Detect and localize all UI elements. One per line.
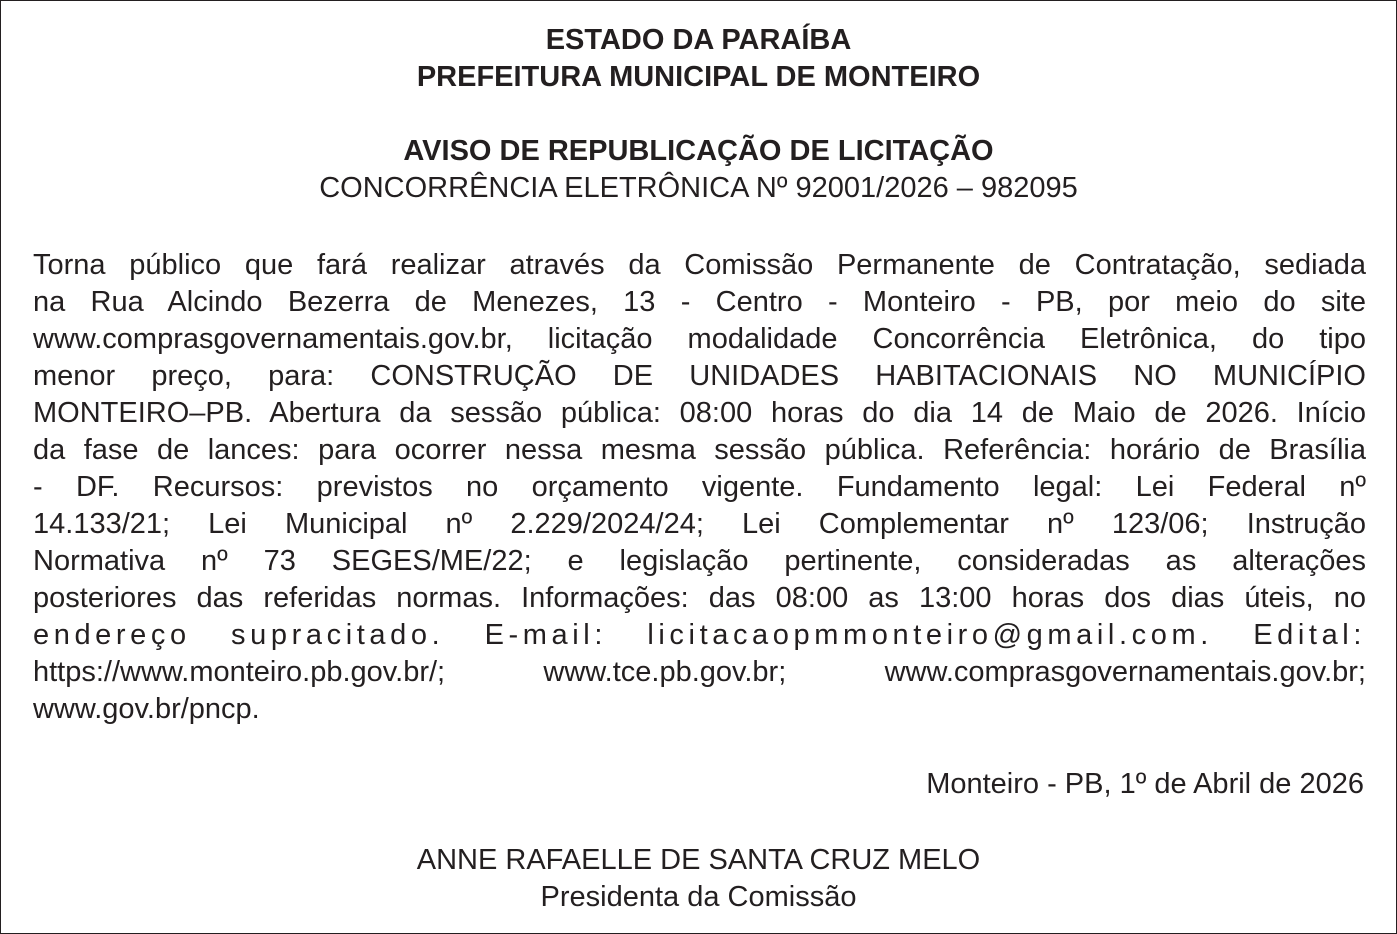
municipality-name: PREFEITURA MUNICIPAL DE MONTEIRO (416, 61, 981, 93)
date-line: Monteiro - PB, 1º de Abril de 2026 (926, 768, 1364, 800)
body-line-last: www.gov.br/pncp. (33, 693, 260, 725)
notice-subtitle: CONCORRÊNCIA ELETRÔNICA Nº 92001/2026 – 982095 (319, 172, 1078, 204)
signatory-name: ANNE RAFAELLE DE SANTA CRUZ MELO (416, 844, 981, 876)
body-line: na Rua Alcindo Bezerra de Menezes, 13 - Centro - Monteiro - PB, por meio do site (33, 286, 1366, 318)
body-line: Torna público que fará realizar através da Comissão Permanente de Contratação, sediada (33, 249, 1366, 281)
body-line: menor preço, para: CONSTRUÇÃO DE UNIDADES HABITACIONAIS NO MUNICÍPIO (33, 360, 1366, 392)
body-line: 14.133/21; Lei Municipal nº 2.229/2024/24; Lei Complementar nº 123/06; Instrução (33, 508, 1366, 540)
notice-title-block (1, 133, 1396, 207)
body-line-links: https://www.monteiro.pb.gov.br/; www.tce.pb.gov.br; www.comprasgovernamentais.gov.br; (33, 656, 1366, 688)
body-line: MONTEIRO–PB. Abertura da sessão pública: 08:00 horas do dia 14 de Maio de 2026. Início (33, 397, 1366, 429)
body-line: - DF. Recursos: previstos no orçamento vigente. Fundamento legal: Lei Federal nº (33, 471, 1366, 503)
body-line: posteriores das referidas normas. Informações: das 08:00 as 13:00 horas dos dias úteis, no (33, 582, 1366, 614)
body-line-email: endereço supracitado. E-mail: licitacaopmmonteiro@gmail.com. Edital: (33, 619, 1366, 651)
signature-block (1, 842, 1396, 916)
state-name: ESTADO DA PARAÍBA (545, 24, 852, 56)
body-line: www.comprasgovernamentais.gov.br, licitação modalidade Concorrência Eletrônica, do tipo (33, 323, 1366, 355)
notice-title: AVISO DE REPUBLICAÇÃO DE LICITAÇÃO (403, 135, 994, 167)
issuer-header (1, 22, 1396, 96)
body-line: Normativa nº 73 SEGES/ME/22; e legislação pertinente, consideradas as alterações (33, 545, 1366, 577)
body-line: da fase de lances: para ocorrer nessa mesma sessão pública. Referência: horário de Brasília (33, 434, 1366, 466)
notice-body (33, 247, 1366, 728)
signatory-role: Presidenta da Comissão (540, 881, 857, 913)
